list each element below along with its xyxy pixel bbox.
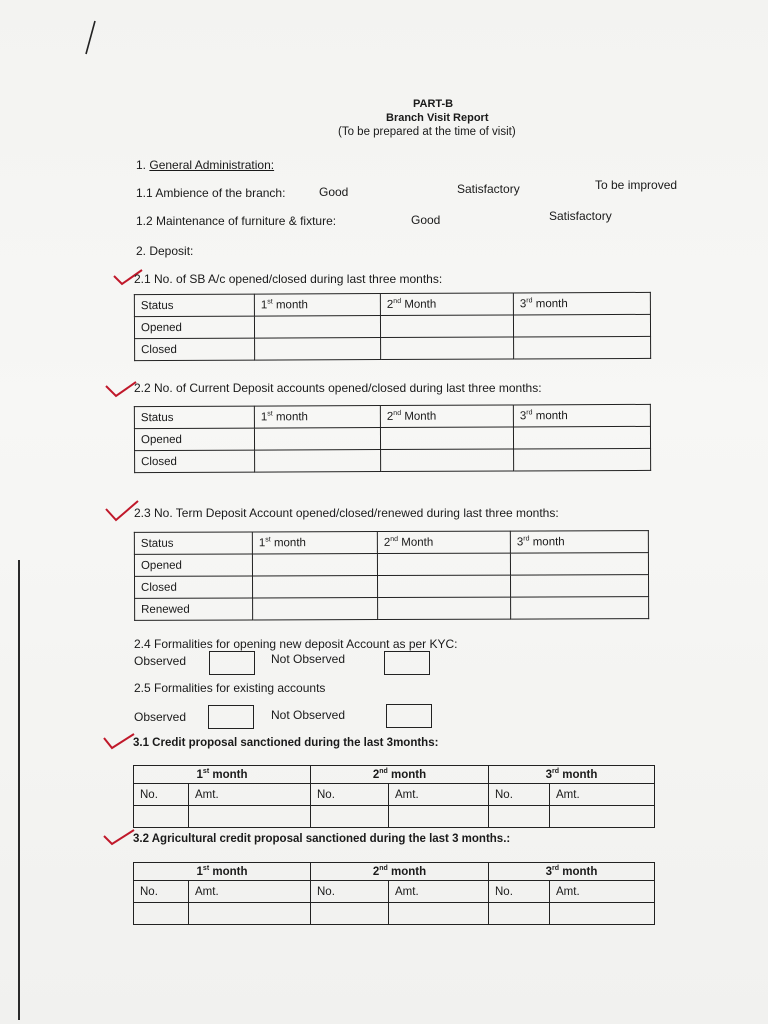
table-cell[interactable] bbox=[510, 575, 648, 597]
amt-header: Amt. bbox=[550, 881, 655, 903]
item-2-1-label: 2.1 No. of SB A/c opened/closed during last three months: bbox=[134, 272, 443, 286]
table-cell[interactable] bbox=[189, 903, 311, 925]
month-1-header: 1st month bbox=[252, 532, 377, 554]
row-label-renewed: Renewed bbox=[135, 598, 253, 620]
table-cell[interactable] bbox=[514, 448, 651, 471]
month-3-header: 3rd month bbox=[489, 863, 655, 881]
table-row bbox=[135, 597, 649, 621]
item-2-2-label: 2.2 No. of Current Deposit accounts opened/closed during last three months: bbox=[134, 381, 542, 395]
table-cell[interactable] bbox=[550, 806, 655, 828]
row-label-opened: Opened bbox=[134, 554, 252, 576]
month-2-header: 2nd month bbox=[311, 766, 489, 784]
table-row bbox=[134, 314, 650, 338]
report-subtitle: (To be prepared at the time of visit) bbox=[338, 126, 516, 138]
item-1-1-option-good: Good bbox=[319, 185, 349, 199]
observed-checkbox[interactable] bbox=[208, 705, 254, 729]
item-1-2-label: 1.2 Maintenance of furniture & fixture: bbox=[136, 214, 337, 228]
table-header-row bbox=[134, 531, 648, 555]
no-header: No. bbox=[311, 784, 389, 806]
section-1-title: General Administration: bbox=[149, 158, 275, 172]
no-header: No. bbox=[311, 881, 389, 903]
table-cell[interactable] bbox=[389, 806, 489, 828]
no-header: No. bbox=[134, 881, 189, 903]
table-header-row bbox=[134, 863, 655, 881]
month-3-header: 3rd month bbox=[510, 531, 648, 553]
table-cell[interactable] bbox=[254, 428, 380, 451]
section-1-number: 1. bbox=[136, 158, 147, 172]
month-3-header: 3rd month bbox=[489, 766, 655, 784]
table-row bbox=[134, 426, 650, 450]
check-mark-icon bbox=[102, 830, 136, 850]
table-cell[interactable] bbox=[253, 598, 378, 620]
amt-header: Amt. bbox=[550, 784, 655, 806]
item-2-3-label: 2.3 No. Term Deposit Account opened/closed/renewed during last three months: bbox=[134, 506, 559, 520]
table-cell[interactable] bbox=[254, 316, 380, 339]
status-header: Status bbox=[134, 532, 252, 554]
not-observed-label: Not Observed bbox=[271, 652, 346, 666]
item-1-1-label: 1.1 Ambience of the branch: bbox=[136, 186, 286, 200]
item-1-2-option-good: Good bbox=[411, 213, 441, 227]
not-observed-label: Not Observed bbox=[271, 708, 346, 722]
sb-account-table bbox=[134, 292, 651, 361]
month-3-header: 3rd month bbox=[513, 404, 650, 427]
current-deposit-table bbox=[134, 404, 651, 473]
row-label-opened: Opened bbox=[134, 428, 254, 451]
table-row bbox=[134, 903, 655, 925]
table-row bbox=[135, 575, 649, 599]
table-cell[interactable] bbox=[513, 426, 650, 449]
observed-label: Observed bbox=[134, 654, 187, 668]
table-cell[interactable] bbox=[378, 575, 511, 597]
month-1-header: 1st month bbox=[254, 294, 380, 317]
month-1-header: 1st month bbox=[254, 406, 380, 429]
item-3-1-label: 3.1 Credit proposal sanctioned during the last 3months: bbox=[133, 737, 439, 749]
item-2-5-label: 2.5 Formalities for existing accounts bbox=[134, 681, 326, 695]
month-2-header: 2nd Month bbox=[377, 531, 510, 553]
no-header: No. bbox=[134, 784, 189, 806]
report-title: Branch Visit Report bbox=[386, 112, 489, 124]
observed-label: Observed bbox=[134, 710, 187, 724]
table-cell[interactable] bbox=[311, 806, 389, 828]
table-cell[interactable] bbox=[255, 338, 381, 361]
table-cell[interactable] bbox=[514, 336, 651, 359]
month-3-header: 3rd month bbox=[513, 292, 650, 315]
month-1-header: 1st month bbox=[134, 766, 311, 784]
table-cell[interactable] bbox=[380, 315, 513, 338]
credit-proposal-table bbox=[133, 765, 655, 828]
part-label: PART-B bbox=[413, 98, 454, 110]
table-cell[interactable] bbox=[380, 427, 513, 450]
item-1-2-option-satisfactory: Satisfactory bbox=[549, 209, 612, 223]
table-cell[interactable] bbox=[252, 554, 377, 576]
table-row bbox=[134, 553, 648, 577]
pen-stroke-mark bbox=[80, 18, 100, 58]
table-header-row bbox=[134, 404, 650, 428]
table-cell[interactable] bbox=[134, 806, 189, 828]
status-header: Status bbox=[134, 406, 254, 429]
table-cell[interactable] bbox=[311, 903, 389, 925]
not-observed-checkbox[interactable] bbox=[384, 651, 430, 675]
amt-header: Amt. bbox=[389, 784, 489, 806]
amt-header: Amt. bbox=[189, 881, 311, 903]
check-mark-icon bbox=[102, 734, 136, 754]
month-2-header: 2nd month bbox=[311, 863, 489, 881]
month-1-header: 1st month bbox=[134, 863, 311, 881]
page-edge-line bbox=[18, 560, 20, 1020]
table-cell[interactable] bbox=[381, 449, 514, 472]
table-cell[interactable] bbox=[489, 903, 550, 925]
section-1-heading bbox=[136, 158, 274, 172]
table-header-row bbox=[134, 766, 655, 784]
amt-header: Amt. bbox=[389, 881, 489, 903]
table-cell[interactable] bbox=[253, 576, 378, 598]
row-label-closed: Closed bbox=[135, 576, 253, 598]
table-cell[interactable] bbox=[134, 903, 189, 925]
table-subheader-row bbox=[134, 881, 655, 903]
month-2-header: 2nd Month bbox=[380, 405, 513, 428]
table-cell[interactable] bbox=[511, 597, 649, 619]
table-cell[interactable] bbox=[378, 597, 511, 619]
table-header-row bbox=[134, 292, 650, 316]
item-1-1-option-improve: To be improved bbox=[595, 178, 678, 192]
status-header: Status bbox=[134, 294, 254, 317]
check-mark-icon bbox=[104, 503, 138, 523]
item-3-2-label: 3.2 Agricultural credit proposal sanctioned during the last 3 months.: bbox=[133, 833, 511, 845]
table-cell[interactable] bbox=[377, 553, 510, 575]
row-label-opened: Opened bbox=[134, 316, 254, 339]
table-cell[interactable] bbox=[255, 450, 381, 473]
section-2-heading: 2. Deposit: bbox=[136, 244, 194, 258]
row-label-closed: Closed bbox=[135, 338, 255, 361]
amt-header: Amt. bbox=[189, 784, 311, 806]
item-2-4-label: 2.4 Formalities for opening new deposit Account as per KYC: bbox=[134, 637, 458, 651]
not-observed-checkbox[interactable] bbox=[386, 704, 432, 728]
table-cell[interactable] bbox=[389, 903, 489, 925]
table-row bbox=[135, 448, 651, 472]
item-1-1-option-satisfactory: Satisfactory bbox=[457, 182, 520, 196]
table-row bbox=[134, 806, 655, 828]
check-mark-icon bbox=[104, 380, 138, 400]
table-cell[interactable] bbox=[513, 314, 650, 337]
month-2-header: 2nd Month bbox=[380, 293, 513, 316]
term-deposit-table bbox=[134, 530, 649, 621]
row-label-closed: Closed bbox=[135, 450, 255, 473]
table-cell[interactable] bbox=[510, 553, 648, 575]
observed-checkbox[interactable] bbox=[209, 651, 255, 675]
table-cell[interactable] bbox=[489, 806, 550, 828]
table-cell[interactable] bbox=[381, 337, 514, 360]
table-subheader-row bbox=[134, 784, 655, 806]
agri-credit-table bbox=[133, 862, 655, 925]
no-header: No. bbox=[489, 881, 550, 903]
table-cell[interactable] bbox=[189, 806, 311, 828]
table-row bbox=[135, 336, 651, 360]
table-cell[interactable] bbox=[550, 903, 655, 925]
no-header: No. bbox=[489, 784, 550, 806]
